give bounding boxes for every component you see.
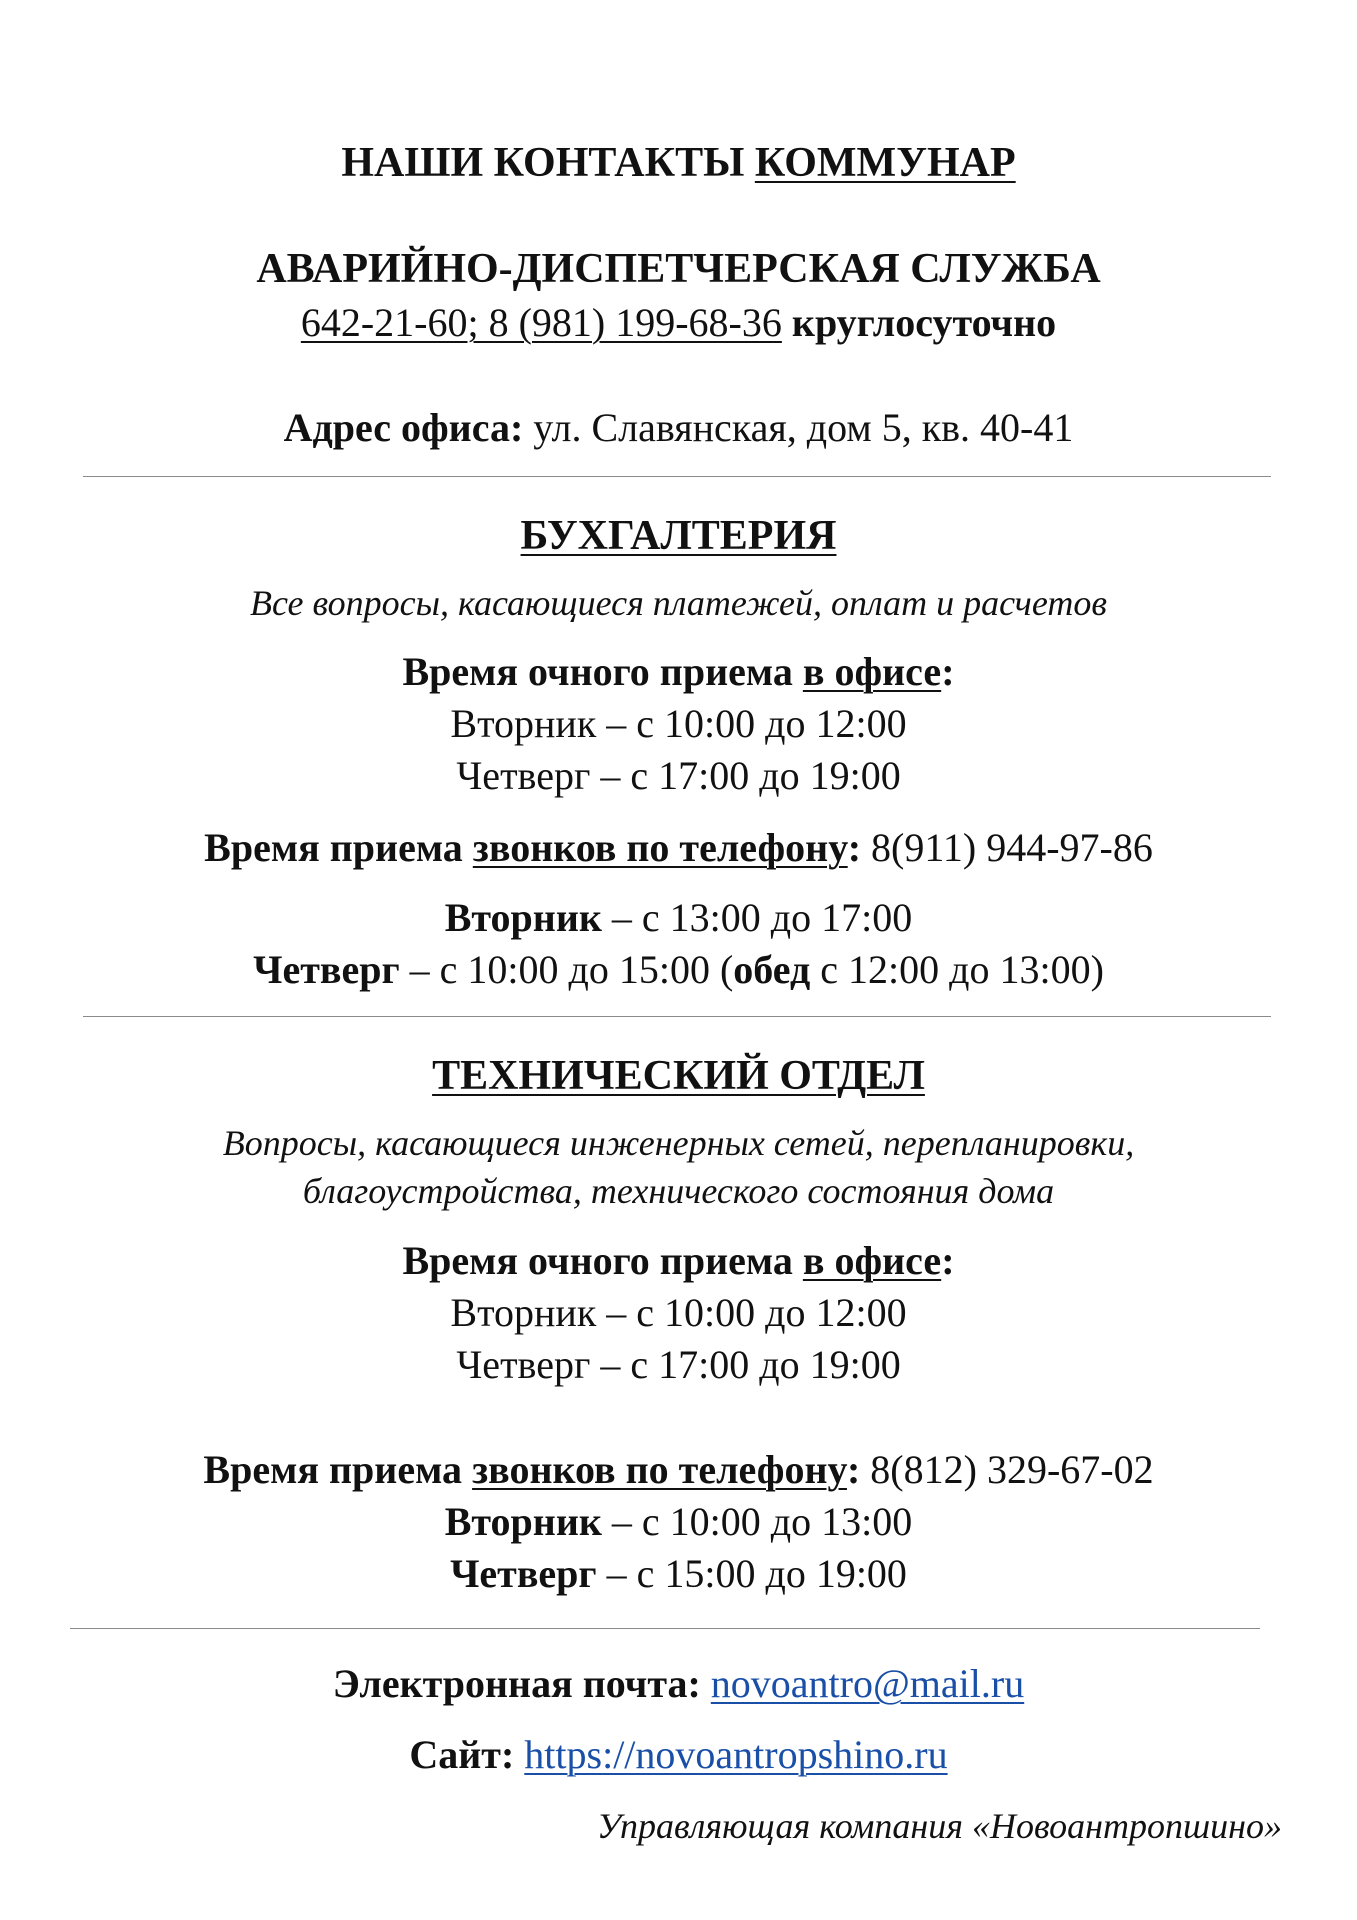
technical-description-line1: Вопросы, касающиеся инженерных сетей, перепланировки,	[222, 1123, 1135, 1163]
technical-phone[interactable]: 8(812) 329-67-02	[870, 1447, 1154, 1492]
technical-title: ТЕХНИЧЕСКИЙ ОТДЕЛ	[432, 1053, 925, 1099]
address-label: Адрес офиса:	[283, 405, 524, 450]
accounting-phone-line: Время приема звонков по телефону: 8(911) 944-97-86	[204, 825, 1153, 870]
title-text: НАШИ КОНТАКТЫ	[341, 140, 745, 186]
office-hours-label-text: Время очного приема	[402, 1238, 793, 1283]
site-line	[0, 1732, 1357, 1777]
accounting-description: Все вопросы, касающиеся платежей, оплат и расчетов	[250, 583, 1107, 623]
technical-phone-hours-tuesday	[0, 1499, 1357, 1544]
time-range: – с 10:00 до 15:00 (	[409, 947, 734, 992]
office-hours-label-text: Время очного приема	[402, 649, 793, 694]
accounting-phone[interactable]: 8(911) 944-97-86	[871, 825, 1153, 870]
email-link[interactable]: novoantro@mail.ru	[710, 1661, 1025, 1706]
accounting-office-hours-tuesday: Вторник – с 10:00 до 12:00	[450, 701, 907, 746]
technical-phone-hours-thursday	[0, 1551, 1357, 1596]
accounting-title: БУХГАЛТЕРИЯ	[520, 513, 837, 559]
page-title	[0, 142, 1357, 184]
site-link[interactable]: https://novoantropshino.ru	[524, 1732, 948, 1777]
office-hours-place: в офисе	[802, 1238, 942, 1283]
technical-description-line2: благоустройства, технического состояния дома	[302, 1171, 1055, 1211]
technical-office-hours-label: Время очного приема в офисе:	[402, 1238, 955, 1283]
divider	[70, 1628, 1260, 1629]
day-label: Четверг	[253, 947, 400, 992]
lunch-label: обед	[733, 947, 811, 992]
office-address	[0, 405, 1357, 450]
emergency-contacts	[0, 300, 1357, 345]
accounting-phone-hours-thursday	[0, 947, 1357, 992]
technical-office-hours-tuesday: Вторник – с 10:00 до 12:00	[450, 1290, 907, 1335]
day-label: Четверг	[450, 1551, 597, 1596]
company-signature: Управляющая компания «Новоантропшино»	[596, 1806, 1282, 1846]
technical-office-hours-thursday: Четверг – с 17:00 до 19:00	[456, 1342, 901, 1387]
accounting-office-hours-label: Время очного приема в офисе:	[402, 649, 955, 694]
divider	[83, 1016, 1271, 1017]
accounting-office-hours-thursday: Четверг – с 17:00 до 19:00	[456, 753, 901, 798]
time-range: – с 13:00 до 17:00	[611, 895, 913, 940]
email-label: Электронная почта:	[332, 1661, 701, 1706]
emergency-title: АВАРИЙНО-ДИСПЕТЧЕРСКАЯ СЛУЖБА	[256, 246, 1101, 292]
time-range: – с 15:00 до 19:00	[606, 1551, 907, 1596]
phone-label-text: Время приема	[204, 825, 463, 870]
emergency-phones[interactable]: 642-21-60; 8 (981) 199-68-36	[300, 300, 782, 345]
emergency-hours: круглосуточно	[791, 300, 1057, 345]
day-label: Вторник	[444, 1499, 602, 1544]
day-label: Вторник	[444, 895, 602, 940]
phone-label-text: Время приема	[203, 1447, 463, 1492]
divider	[83, 476, 1271, 477]
address-value: ул. Славянская, дом 5, кв. 40-41	[533, 405, 1074, 450]
office-hours-place: в офисе	[802, 649, 942, 694]
phone-label-place: звонков по телефону	[472, 1447, 847, 1492]
technical-phone-line: Время приема звонков по телефону: 8(812) 329-67-02	[203, 1447, 1154, 1492]
accounting-phone-hours-tuesday	[0, 895, 1357, 940]
email-line	[0, 1661, 1357, 1706]
time-range: – с 10:00 до 13:00	[611, 1499, 913, 1544]
title-place: КОММУНАР	[754, 140, 1016, 186]
phone-label-place: звонков по телефону	[472, 825, 848, 870]
site-label: Сайт:	[409, 1732, 515, 1777]
lunch-time: с 12:00 до 13:00)	[820, 947, 1104, 992]
